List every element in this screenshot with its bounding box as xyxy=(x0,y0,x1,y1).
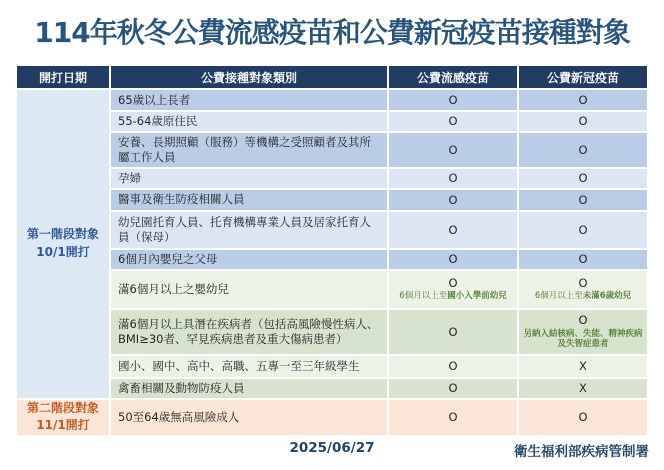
covid-cell: O xyxy=(519,90,647,110)
flu-cell: O xyxy=(389,400,517,435)
table-row xyxy=(17,356,647,377)
publish-date: 2025/06/27 xyxy=(289,440,375,456)
covid-cell: O xyxy=(519,400,647,435)
flu-cell: O xyxy=(389,169,517,188)
flu-cell: O xyxy=(389,310,517,354)
footer xyxy=(15,440,649,462)
column-header-category: 公費接種對象類別 xyxy=(111,66,387,88)
category-cell: 孕婦 xyxy=(111,169,387,188)
stage1-cell xyxy=(17,90,109,398)
covid-cell: O xyxy=(519,112,647,131)
column-header-covid-vaccine: 公費新冠疫苗 xyxy=(519,66,647,88)
category-cell: 滿6個月以上之嬰幼兒 xyxy=(111,271,387,308)
stage1-label: 第一階段對象 xyxy=(26,227,99,242)
table-row xyxy=(17,112,647,131)
table-row xyxy=(17,90,647,110)
agency-name: 衛生福利部疾病管制署 xyxy=(514,444,649,460)
category-cell: 65歲以上長者 xyxy=(111,90,387,110)
column-header-start-date: 開打日期 xyxy=(17,66,109,88)
covid-cell: O xyxy=(519,190,647,210)
flu-cell: O xyxy=(389,190,517,210)
flu-cell: O xyxy=(389,356,517,377)
table-row xyxy=(17,212,647,248)
covid-cell: X xyxy=(519,356,647,377)
flu-cell: O xyxy=(389,212,517,248)
table-row xyxy=(17,271,647,308)
table-row xyxy=(17,400,647,435)
category-cell: 55-64歲原住民 xyxy=(111,112,387,131)
stage2-cell xyxy=(17,400,109,435)
category-cell: 國小、國中、高中、高職、五專一至三年級學生 xyxy=(111,356,387,377)
flu-cell: O xyxy=(389,379,517,398)
table-row xyxy=(17,250,647,269)
table-row xyxy=(17,310,647,354)
category-cell: 幼兒園托育人員、托育機構專業人員及居家托育人員（保母） xyxy=(111,212,387,248)
flu-cell: O xyxy=(389,133,517,167)
flu-cell: O xyxy=(389,112,517,131)
flu-cell: O xyxy=(389,90,517,110)
category-cell: 50至64歲無高風險成人 xyxy=(111,400,387,435)
covid-cell xyxy=(519,310,647,354)
page-title: 114年秋冬公費流感疫苗和公費新冠疫苗接種對象 xyxy=(34,16,630,49)
covid-mark: O xyxy=(578,276,588,291)
covid-mark: O xyxy=(578,313,588,328)
covid-cell: O xyxy=(519,169,647,188)
category-cell: 安養、長期照顧（服務）等機構之受照顧者及其所屬工作人員 xyxy=(111,133,387,167)
stage2-label: 第二階段對象 xyxy=(26,400,99,415)
table-row xyxy=(17,190,647,210)
category-cell: 醫事及衛生防疫相關人員 xyxy=(111,190,387,210)
header-row xyxy=(17,66,647,88)
vaccine-target-table xyxy=(15,64,649,437)
category-cell: 滿6個月以上具潛在疾病者（包括高風險慢性病人、BMI≥30者、罕見疾病患者及重大傷病患者） xyxy=(111,310,387,354)
stage1-date: 10/1開打 xyxy=(36,244,90,259)
covid-cell: O xyxy=(519,133,647,167)
covid-note: 6個月以上至未滿6歲幼兒 xyxy=(534,291,632,302)
category-cell: 禽畜相關及動物防疫人員 xyxy=(111,379,387,398)
flu-cell: O xyxy=(389,250,517,269)
flu-cell xyxy=(389,271,517,308)
covid-cell: O xyxy=(519,250,647,269)
covid-cell xyxy=(519,271,647,308)
column-header-flu-vaccine: 公費流感疫苗 xyxy=(389,66,517,88)
table-row xyxy=(17,133,647,167)
category-cell: 6個月內嬰兒之父母 xyxy=(111,250,387,269)
covid-cell: X xyxy=(519,379,647,398)
covid-note: 另納入結核病、失能、精神疾病及失智症患者 xyxy=(523,328,643,349)
stage2-date: 11/1開打 xyxy=(36,418,90,433)
table-row xyxy=(17,379,647,398)
flu-mark: O xyxy=(448,276,458,291)
table-row xyxy=(17,169,647,188)
flu-note: 6個月以上至國小入學前幼兒 xyxy=(399,291,507,302)
covid-cell: O xyxy=(519,212,647,248)
